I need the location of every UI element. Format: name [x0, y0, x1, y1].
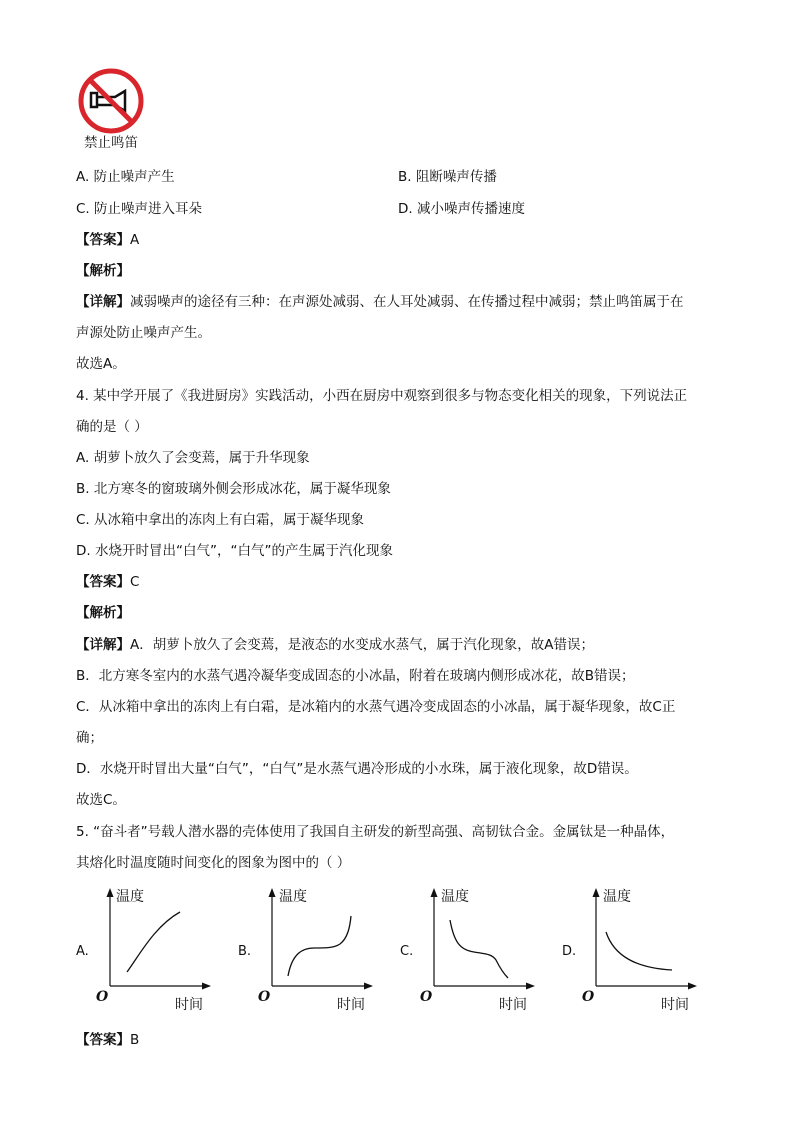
graph-d [586, 886, 701, 991]
answer-value: A [130, 232, 140, 248]
q3-option-a: A. 防止噪声产生 [76, 169, 175, 185]
q4-detail-line-4: 确； [76, 730, 103, 746]
q3-detail-line-1: 【详解】减弱噪声的途径有三种：在声源处减弱、在人耳处减弱、在传播过程中减弱；禁止鸣笛属于在 [76, 294, 684, 310]
sign-caption: 禁止鸣笛 [84, 135, 138, 151]
graph-a-x-label: 时间 [175, 997, 203, 1013]
graph-c-x-label: 时间 [499, 997, 527, 1013]
detail-tag: 【详解】 [76, 294, 130, 310]
q5-stem-line-1: 5. “奋斗者”号载人潜水器的壳体使用了我国自主研发的新型高强、高韧钛合金。金属钛是一种晶体， [76, 824, 675, 840]
detail-tag: 【详解】 [76, 637, 130, 653]
q3-analysis-tag: 【解析】 [76, 263, 130, 279]
graph-b-origin: O [258, 989, 271, 1005]
answer-tag: 【答案】 [76, 574, 130, 590]
q3-detail-line-2: 声源处防止噪声产生。 [76, 325, 211, 341]
graph-a-origin: O [96, 989, 109, 1005]
answer-tag: 【答案】 [76, 1032, 130, 1048]
graph-d-x-label: 时间 [661, 997, 689, 1013]
graph-a-label: A. [76, 944, 89, 959]
q4-stem-line-1: 4. 某中学开展了《我进厨房》实践活动，小西在厨房中观察到很多与物态变化相关的现象，下列说法正 [76, 388, 688, 404]
graph-b-x-label: 时间 [337, 997, 365, 1013]
q4-detail-line-2: B．北方寒冬室内的水蒸气遇冷凝华变成固态的小冰晶，附着在玻璃内侧形成冰花，故B错误； [76, 668, 635, 684]
q4-detail-line-3: C．从冰箱中拿出的冻肉上有白霜，是冰箱内的水蒸气遇冷变成固态的小冰晶，属于凝华现象，故C正 [76, 699, 676, 715]
q5-stem-line-2: 其熔化时温度随时间变化的图象为图中的（ ） [76, 855, 351, 871]
answer-value: C [130, 574, 140, 590]
graph-b-label: B. [238, 944, 252, 959]
graph-d-y-label: 温度 [603, 889, 631, 905]
graph-c-origin: O [420, 989, 433, 1005]
q3-option-c: C. 防止噪声进入耳朵 [76, 201, 203, 217]
graph-a [100, 886, 215, 991]
q4-conclusion: 故选C。 [76, 792, 126, 808]
graph-d-origin: O [582, 989, 595, 1005]
graph-c [424, 886, 539, 991]
graph-b-y-label: 温度 [279, 889, 307, 905]
answer-value: B [130, 1032, 140, 1048]
graph-c-label: C. [400, 944, 414, 959]
q4-detail-line-5: D．水烧开时冒出大量“白气”，“白气”是水蒸气遇冷形成的小水珠，属于液化现象，故D错误。 [76, 761, 638, 777]
q4-stem-line-2: 确的是（ ） [76, 419, 148, 435]
q4-analysis-tag: 【解析】 [76, 605, 130, 621]
q4-answer [76, 573, 139, 591]
graph-d-label: D. [562, 944, 577, 959]
answer-tag: 【答案】 [76, 232, 130, 248]
graph-a-y-label: 温度 [116, 889, 144, 905]
q3-conclusion: 故选A。 [76, 356, 126, 372]
q4-detail-line-1: 【详解】A．胡萝卜放久了会变蔫，是液态的水变成水蒸气，属于汽化现象，故A错误； [76, 637, 594, 653]
q3-option-b: B. 阻断噪声传播 [398, 169, 497, 185]
q4-option-a: A. 胡萝卜放久了会变蔫，属于升华现象 [76, 450, 310, 466]
q4-option-b: B. 北方寒冬的窗玻璃外侧会形成冰花，属于凝华现象 [76, 481, 391, 497]
q4-option-c: C. 从冰箱中拿出的冻肉上有白霜，属于凝华现象 [76, 512, 365, 528]
graph-b [262, 886, 377, 991]
q5-answer [76, 1031, 139, 1049]
q3-answer [76, 231, 139, 249]
no-honking-sign-icon [77, 67, 145, 135]
graph-c-y-label: 温度 [441, 889, 469, 905]
q3-option-d: D. 减小噪声传播速度 [398, 201, 525, 217]
q4-option-d: D. 水烧开时冒出“白气”，“白气”的产生属于汽化现象 [76, 543, 393, 559]
